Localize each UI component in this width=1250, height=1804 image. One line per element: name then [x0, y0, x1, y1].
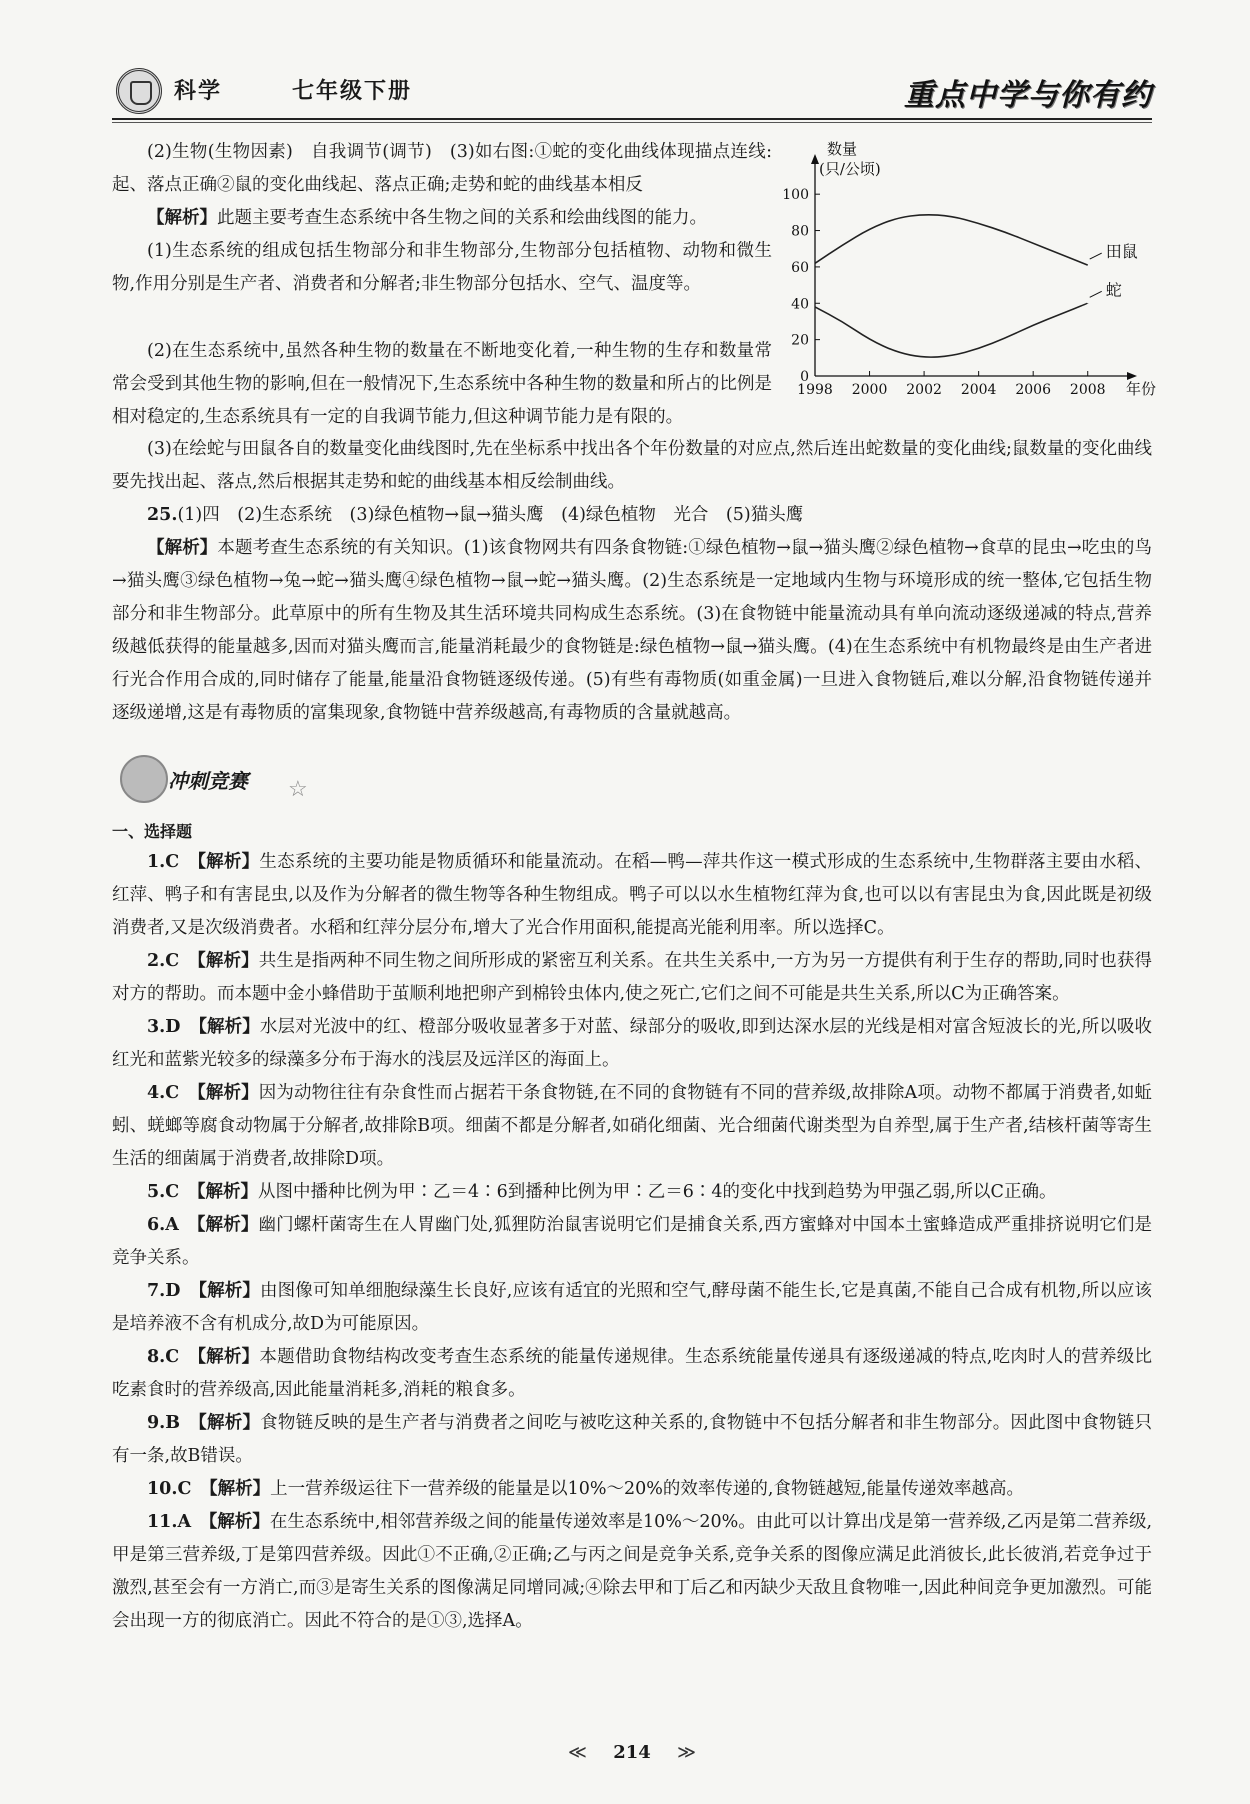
analysis-label: 【解析】: [196, 951, 259, 971]
question-item: [112, 945, 1152, 1011]
question-number: 10.C: [147, 1479, 192, 1499]
y-axis-label: 数量: [827, 140, 858, 158]
question-analysis: 幽门螺杆菌寄生在人胃幽门处,狐狸防治鼠害说明它们是捕食关系,西方蜜蜂对中国本土蜜蜂造成严重排挤说明它们是竞争关系。: [112, 1215, 1153, 1268]
question-number: 2.C: [147, 951, 180, 971]
analysis-label: 【解析】: [208, 1512, 270, 1532]
x-tick-label: 2002: [906, 382, 942, 398]
part-title: 一、选择题: [112, 822, 193, 841]
section-title: 冲刺竞赛: [168, 769, 248, 793]
analysis-label: 【解析】: [198, 1017, 260, 1037]
question-analysis: 因为动物往往有杂食性而占据若干条食物链,在不同的食物链有不同的营养级,故排除A项。动物不都属于消费者,如蚯蚓、蜣螂等腐食动物属于分解者,故排除B项。细菌不都是分解者,如硝化细菌、光合细菌代谢类型为自养型,属于生产者,结核杆菌等寄生生活的细菌属于消费者,故排除D项。: [112, 1083, 1152, 1169]
question-item: [112, 1011, 1152, 1077]
right-ornament-icon: ≫: [677, 1742, 696, 1763]
analysis-label: 【解析】: [197, 1347, 260, 1367]
analysis-label: 【解析】: [196, 1215, 259, 1235]
question-number: 7.D: [147, 1281, 181, 1301]
questions: [112, 846, 1152, 1638]
series-line-田鼠: [815, 215, 1088, 265]
analysis-label: 【解析】: [196, 1182, 258, 1202]
question-analysis: 在生态系统中,相邻营养级之间的能量传递效率是10%～20%。由此可以计算出戊是第一营养级,乙丙是第二营养级,甲是第三营养级,丁是第四营养级。因此①不正确,②正确;乙与丙之间是竞争关系,竞争关系的图像应满足此消彼长,此长彼消,若竞争过于激烈,甚至会有一方消亡,而③是寄生关系的图像满足同增同减;④除去甲和丁后乙和丙缺少天敌且食物唯一,因此种间竞争更加激烈。可能会出现一方的彻底消亡。因此不符合的是①③,选择A。: [112, 1512, 1153, 1631]
population-line-chart: [770, 128, 1170, 408]
question-number: 4.C: [147, 1083, 180, 1103]
section-heading: [120, 755, 320, 810]
question-list: [112, 818, 1152, 1638]
question-number: 1.C: [147, 852, 180, 872]
answer-24-cont: (2)生物(生物因素) 自我调节(调节) (3)如右图:①蛇的变化曲线体现描点连线:起、落点正确②鼠的变化曲线起、落点正确;走势和蛇的曲线基本相反: [112, 142, 772, 195]
question-item: [112, 1176, 1152, 1209]
y-tick-label: 60: [791, 259, 809, 276]
question-item: [112, 846, 1152, 945]
y-tick-label: 40: [791, 296, 809, 313]
question-item: [112, 1506, 1152, 1638]
question-analysis: 生态系统的主要功能是物质循环和能量流动。在稻—鸭—萍共作这一模式形成的生态系统中,生物群落主要由水稻、红萍、鸭子和有害昆虫,以及作为分解者的微生物等各种生物组成。鸭子可以以水生植物红萍为食,也可以以有害昆虫为食,因此既是初级消费者,又是次级消费者。水稻和红萍分层分布,增大了光合作用面积,能提高光能利用率。所以选择C。: [112, 852, 1153, 938]
analysis-24-p2: (2)在生态系统中,虽然各种生物的数量在不断地变化着,一种生物的生存和数量常常会受到其他生物的影响,但在一般情况下,生态系统中各种生物的数量和所占的比例是相对稳定的,生态系统具有一定的自我调节能力,但这种调节能力是有限的。: [112, 341, 772, 427]
question-analysis: 食物链反映的是生产者与消费者之间吃与被吃这种关系的,食物链中不包括分解者和非生物部分。因此图中食物链只有一条,故B错误。: [112, 1413, 1153, 1466]
section-badge-icon: [120, 755, 168, 803]
question-item: [112, 1407, 1152, 1473]
question-item: [112, 1473, 1152, 1506]
series-leader: [1090, 291, 1102, 297]
question-analysis: 从图中播种比例为甲∶乙＝4∶6到播种比例为甲∶乙＝6∶4的变化中找到趋势为甲强乙弱,所以C正确。: [257, 1182, 1057, 1202]
y-axis-arrow: [811, 154, 819, 164]
series-label: 田鼠: [1105, 242, 1138, 262]
y-tick-label: 0: [800, 369, 809, 385]
y-tick-label: 100: [782, 187, 809, 204]
y-axis-unit: (只/公顷): [819, 160, 881, 178]
grade-label: 七年级下册: [292, 79, 413, 104]
analysis-24-intro: [112, 202, 772, 235]
question-analysis: 上一营养级运往下一营养级的能量是以10%～20%的效率传递的,食物链越短,能量传递效率越高。: [270, 1479, 1025, 1499]
star-icon: ☆: [288, 777, 308, 802]
subject-label: 科学: [174, 79, 223, 104]
top-answer-block-3: [112, 433, 1152, 730]
analysis-24-p1: (1)生态系统的组成包括生物部分和非生物部分,生物部分包括植物、动物和微生物,作用分别是生产者、消费者和分解者;非生物部分包括水、空气、温度等。: [112, 241, 772, 294]
question-number: 11.A: [147, 1512, 192, 1532]
question-item: [112, 1275, 1152, 1341]
series-line-蛇: [815, 303, 1088, 357]
analysis-text: 此题主要考查生态系统中各生物之间的关系和绘曲线图的能力。: [217, 208, 707, 228]
q25-answer: (1)四 (2)生态系统 (3)绿色植物→鼠→猫头鹰 (4)绿色植物 光合 (5)猫头鹰: [177, 505, 804, 525]
x-tick-label: 1998: [797, 382, 833, 398]
page-number: 214: [613, 1742, 651, 1763]
analysis-label: 【解析】: [198, 1413, 261, 1433]
question-analysis: 水层对光波中的红、橙部分吸收显著多于对蓝、绿部分的吸收,即到达深水层的光线是相对富含短波长的光,所以吸收红光和蓝紫光较多的绿藻多分布于海水的浅层及远洋区的海面上。: [112, 1017, 1152, 1070]
question-analysis: 共生是指两种不同生物之间所形成的紧密互利关系。在共生关系中,一方为另一方提供有利于生存的帮助,同时也获得对方的帮助。而本题中金小蜂借助于茧顺利地把卵产到棉铃虫体内,使之死亡,它们之间不可能是共生关系,所以C为正确答案。: [112, 951, 1153, 1004]
analysis-25: [112, 532, 1152, 730]
school-logo-icon: [116, 68, 162, 114]
analysis-label: 【解析】: [147, 538, 218, 558]
series-leader: [1090, 253, 1102, 259]
header-rule-thin: [112, 122, 1152, 123]
analysis-label: 【解析】: [198, 1281, 260, 1301]
answer-25: [112, 499, 1152, 532]
header-rule: [112, 118, 1152, 120]
analysis-label: 【解析】: [196, 1083, 259, 1103]
question-number: 5.C: [147, 1182, 180, 1202]
question-number: 9.B: [147, 1413, 181, 1433]
top-answer-block: [112, 136, 772, 301]
y-tick-label: 20: [791, 332, 809, 349]
x-tick-label: 2006: [1015, 382, 1052, 398]
x-axis-label: 年份: [1125, 380, 1157, 398]
x-tick-label: 2004: [960, 382, 997, 398]
brand-title: 重点中学与你有约: [904, 78, 1152, 113]
question-number: 8.C: [147, 1347, 180, 1367]
analysis-label: 【解析】: [147, 208, 217, 228]
question-item: [112, 1341, 1152, 1407]
analysis-25-text: 本题考查生态系统的有关知识。(1)该食物网共有四条食物链:①绿色植物→鼠→猫头鹰②绿色植物→食草的昆虫→吃虫的鸟→猫头鹰③绿色植物→兔→蛇→猫头鹰④绿色植物→鼠→蛇→猫头鹰。(2)生态系统是一定地域内生物与环境形成的统一整体,它包括生物部分和非生物部分。此草原中的所有生物及其生活环境共同构成生态系统。(3)在食物链中能量流动具有单向流动逐级递减的特点,营养级越低获得的能量越多,因而对猫头鹰而言,能量消耗最少的食物链是:绿色植物→鼠→猫头鹰。(4)在生态系统中有机物最终是由生产者进行光合作用合成的,同时储存了能量,能量沿食物链逐级传递。(5)有些有毒物质(如重金属)一旦进入食物链后,难以分解,沿食物链传递并逐级递增,这是有毒物质的富集现象,食物链中营养级越高,有毒物质的含量就越高。: [112, 538, 1152, 723]
q25-number: 25.: [147, 505, 178, 525]
question-number: 3.D: [147, 1017, 181, 1037]
x-axis-arrow: [1127, 372, 1137, 380]
left-ornament-icon: ≪: [568, 1742, 587, 1763]
series-label: 蛇: [1105, 280, 1122, 300]
y-tick-label: 80: [791, 223, 809, 240]
question-analysis: 由图像可知单细胞绿藻生长良好,应该有适宜的光照和空气,酵母菌不能生长,它是真菌,不能自己合成有机物,所以应该是培养液不含有机成分,故D为可能原因。: [112, 1281, 1153, 1334]
analysis-24-p3: (3)在绘蛇与田鼠各自的数量变化曲线图时,先在坐标系中找出各个年份数量的对应点,然后连出蛇数量的变化曲线;鼠数量的变化曲线要先找出起、落点,然后根据其走势和蛇的曲线基本相反绘制曲线。: [112, 439, 1152, 492]
question-item: [112, 1077, 1152, 1176]
question-analysis: 本题借助食物结构改变考查生态系统的能量传递规律。生态系统能量传递具有逐级递减的特点,吃肉时人的营养级比吃素食时的营养级高,因此能量消耗多,消耗的粮食多。: [112, 1347, 1153, 1400]
question-item: [112, 1209, 1152, 1275]
page-header: [112, 68, 1152, 118]
analysis-label: 【解析】: [208, 1479, 271, 1499]
x-tick-label: 2008: [1069, 382, 1106, 398]
page-footer: [562, 1738, 702, 1768]
x-tick-label: 2000: [851, 382, 888, 398]
analysis-label: 【解析】: [197, 852, 260, 872]
question-number: 6.A: [147, 1215, 179, 1235]
